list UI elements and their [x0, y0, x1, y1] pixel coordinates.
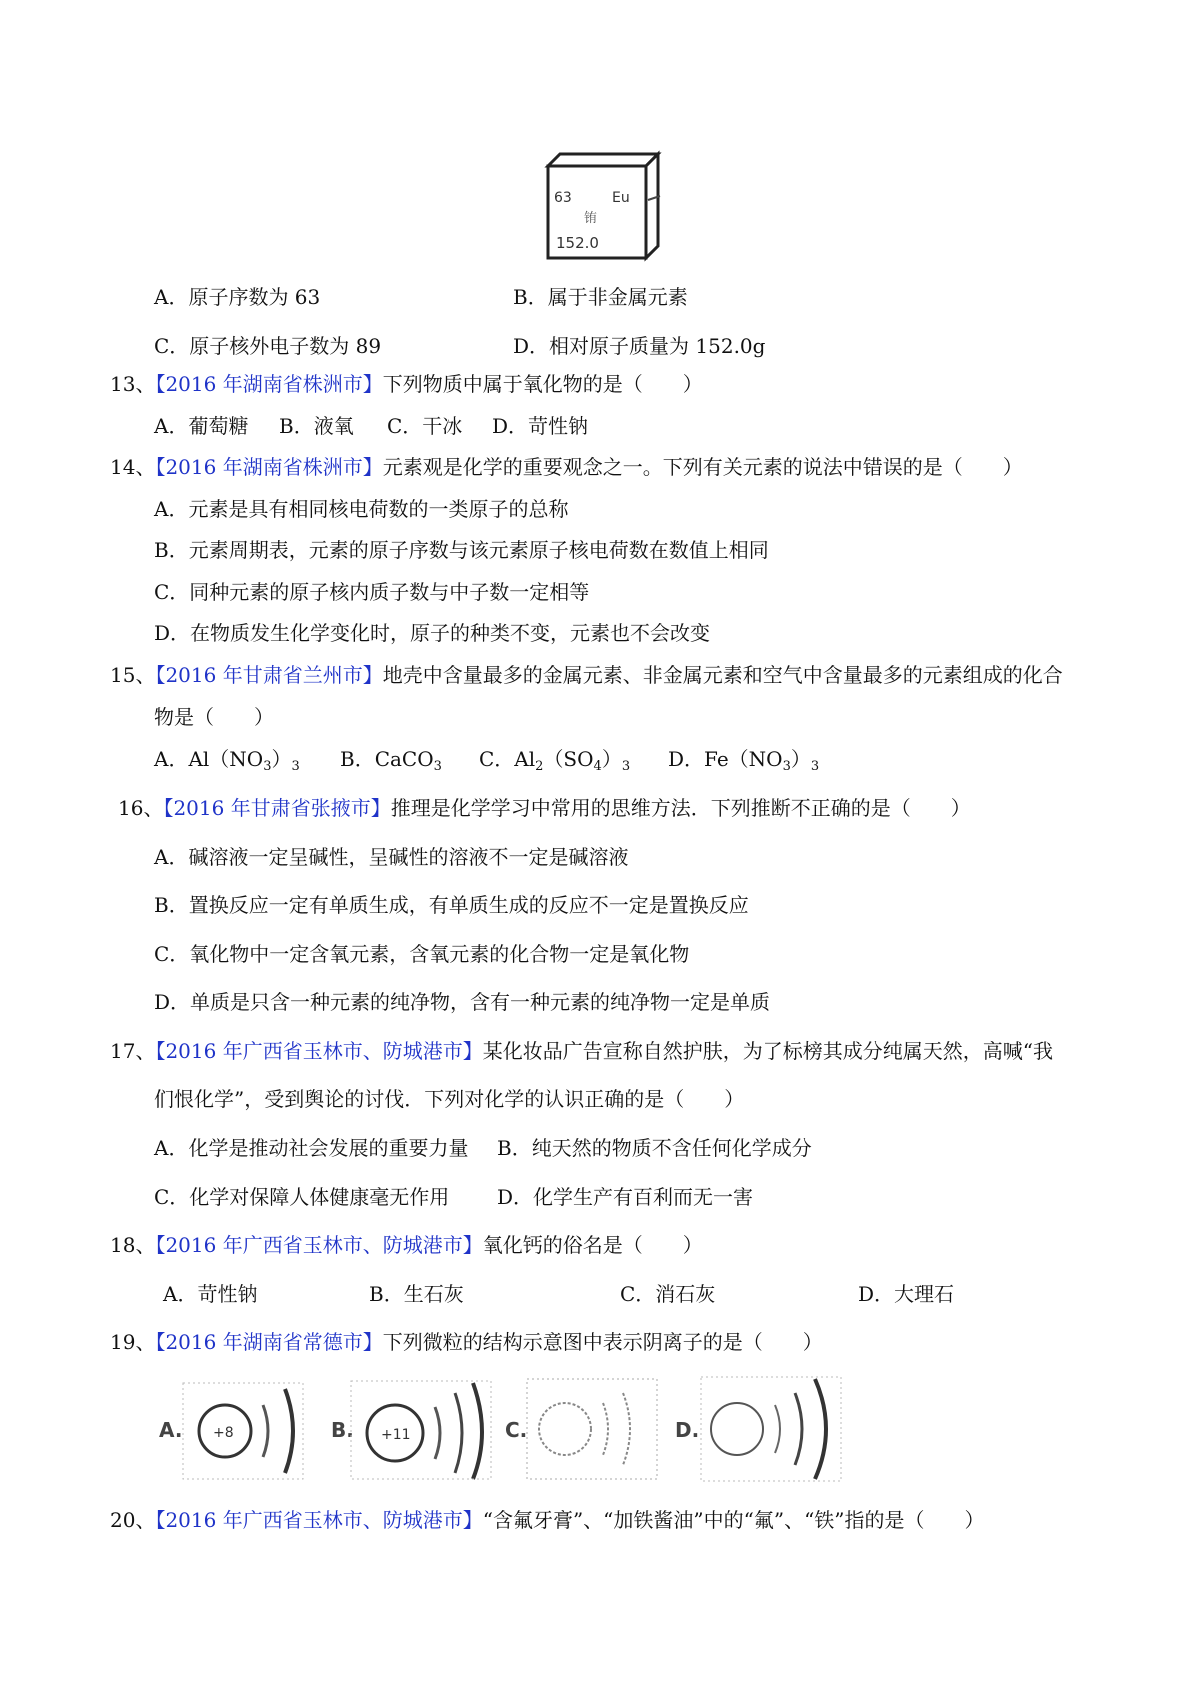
question-number: 19、 [110, 1330, 156, 1354]
question-number: 18、 [110, 1233, 156, 1257]
q17-option-d: D．化学生产有百利而无一害 [497, 1185, 754, 1209]
question-18 [110, 1231, 703, 1259]
question-14 [110, 453, 1023, 481]
question-source: 【2016 年广西省玉林市、防城港市】 [155, 1039, 483, 1063]
q14-option-c: C．同种元素的原子核内质子数与中子数一定相等 [154, 580, 590, 604]
q14-option-d: D．在物质发生化学变化时，原子的种类不变，元素也不会改变 [154, 621, 711, 645]
question-source: 【2016 年湖南省株洲市】 [155, 372, 383, 396]
question-source: 【2016 年湖南省常德市】 [155, 1330, 383, 1354]
q12-option-c: C．原子核外电子数为 89 [154, 334, 382, 358]
element-number: 63 [554, 190, 572, 206]
question-stem: “含氟牙膏”、“加铁酱油”中的“氟”、“铁”指的是（ ） [482, 1508, 985, 1532]
question-source: 【2016 年甘肃省兰州市】 [155, 663, 383, 687]
diagram-nucleus: +8 [213, 1425, 234, 1441]
question-source: 【2016 年广西省玉林市、防城港市】 [155, 1508, 483, 1532]
element-name: 铕 [584, 211, 598, 226]
question-stem: 地壳中含量最多的金属元素、非金属元素和空气中含量最多的元素组成的化合 [382, 663, 1063, 687]
q17-option-b: B．纯天然的物质不含任何化学成分 [497, 1136, 812, 1160]
question-stem: 元素观是化学的重要观念之一。下列有关元素的说法中错误的是（ ） [382, 455, 1023, 479]
question-number: 17、 [110, 1039, 156, 1063]
q18-option-b: B．生石灰 [369, 1282, 464, 1306]
diagram-nucleus: +11 [381, 1427, 411, 1443]
q15-option-b: B．CaCO$_3$ [340, 747, 442, 774]
q18-option-c: C．消石灰 [620, 1282, 716, 1306]
q17-option-c: C．化学对保障人体健康毫无作用 [154, 1185, 450, 1209]
q12-option-a: A．原子序数为 63 [154, 285, 321, 309]
q12-option-d: D．相对原子质量为 152.0g [513, 334, 766, 358]
question-15 [110, 661, 1063, 689]
question-20 [110, 1506, 985, 1534]
diagram-label: D. [675, 1418, 700, 1442]
question-source: 【2016 年广西省玉林市、防城港市】 [155, 1233, 483, 1257]
q14-option-a: A．元素是具有相同核电荷数的一类原子的总称 [154, 497, 569, 521]
diagram-label: B. [331, 1418, 354, 1442]
q19-diagram-a [159, 1383, 303, 1479]
q19-diagrams [155, 1375, 845, 1483]
q16-option-d: D．单质是只含一种元素的纯净物，含有一种元素的纯净物一定是单质 [154, 990, 771, 1014]
question-17-continued: 们恨化学”，受到舆论的讨伐．下列对化学的认识正确的是（ ） [154, 1087, 745, 1111]
question-17 [110, 1037, 1053, 1065]
question-stem: 下列微粒的结构示意图中表示阴离子的是（ ） [382, 1330, 823, 1354]
q16-option-b: B．置换反应一定有单质生成，有单质生成的反应不一定是置换反应 [154, 893, 749, 917]
q15-option-d: D．$Fe(NO_3)_3$ [668, 747, 820, 774]
question-number: 20、 [110, 1508, 156, 1532]
q13-option-c: C．干冰 [387, 414, 463, 438]
question-number: 13、 [110, 372, 156, 396]
q14-option-b: B．元素周期表，元素的原子序数与该元素原子核电荷数在数值上相同 [154, 538, 769, 562]
q19-diagram-b [331, 1381, 491, 1479]
q19-diagram-d [675, 1377, 841, 1481]
q16-option-c: C．氧化物中一定含氧元素，含氧元素的化合物一定是氧化物 [154, 942, 690, 966]
question-19 [110, 1328, 823, 1356]
question-stem: 氧化钙的俗名是（ ） [482, 1233, 703, 1257]
diagram-label: C. [505, 1418, 528, 1442]
question-15-continued: 物是（ ） [154, 705, 274, 729]
question-stem: 下列物质中属于氧化物的是（ ） [382, 372, 703, 396]
q12-option-b: B．属于非金属元素 [513, 285, 688, 309]
q16-option-a: A．碱溶液一定呈碱性，呈碱性的溶液不一定是碱溶液 [154, 845, 629, 869]
q19-diagram-c [505, 1379, 657, 1479]
element-box-figure [540, 150, 665, 262]
question-source: 【2016 年湖南省株洲市】 [155, 455, 383, 479]
question-16 [118, 794, 971, 822]
q18-option-d: D．大理石 [858, 1282, 955, 1306]
question-13 [110, 370, 703, 398]
question-stem: 某化妆品广告宣称自然护肤，为了标榜其成分纯属天然，高喊“我 [482, 1039, 1053, 1063]
question-number: 15、 [110, 663, 156, 687]
element-symbol: Eu [612, 190, 630, 206]
q13-option-d: D．苛性钠 [492, 414, 589, 438]
question-number: 14、 [110, 455, 156, 479]
question-stem: 推理是化学学习中常用的思维方法．下列推断不正确的是（ ） [390, 796, 971, 820]
q13-option-a: A．葡萄糖 [154, 414, 249, 438]
q15-option-a: A．$Al(NO_3)_3$ [154, 747, 300, 774]
element-mass: 152.0 [556, 234, 599, 252]
q17-option-a: A．化学是推动社会发展的重要力量 [154, 1136, 469, 1160]
q13-option-b: B．液氧 [279, 414, 354, 438]
question-source: 【2016 年甘肃省张掖市】 [163, 796, 391, 820]
q15-option-c: C．$Al_2(SO_4)_3$ [479, 747, 631, 774]
diagram-label: A. [159, 1418, 183, 1442]
q18-option-a: A．苛性钠 [163, 1282, 258, 1306]
question-number: 16、 [118, 796, 164, 820]
